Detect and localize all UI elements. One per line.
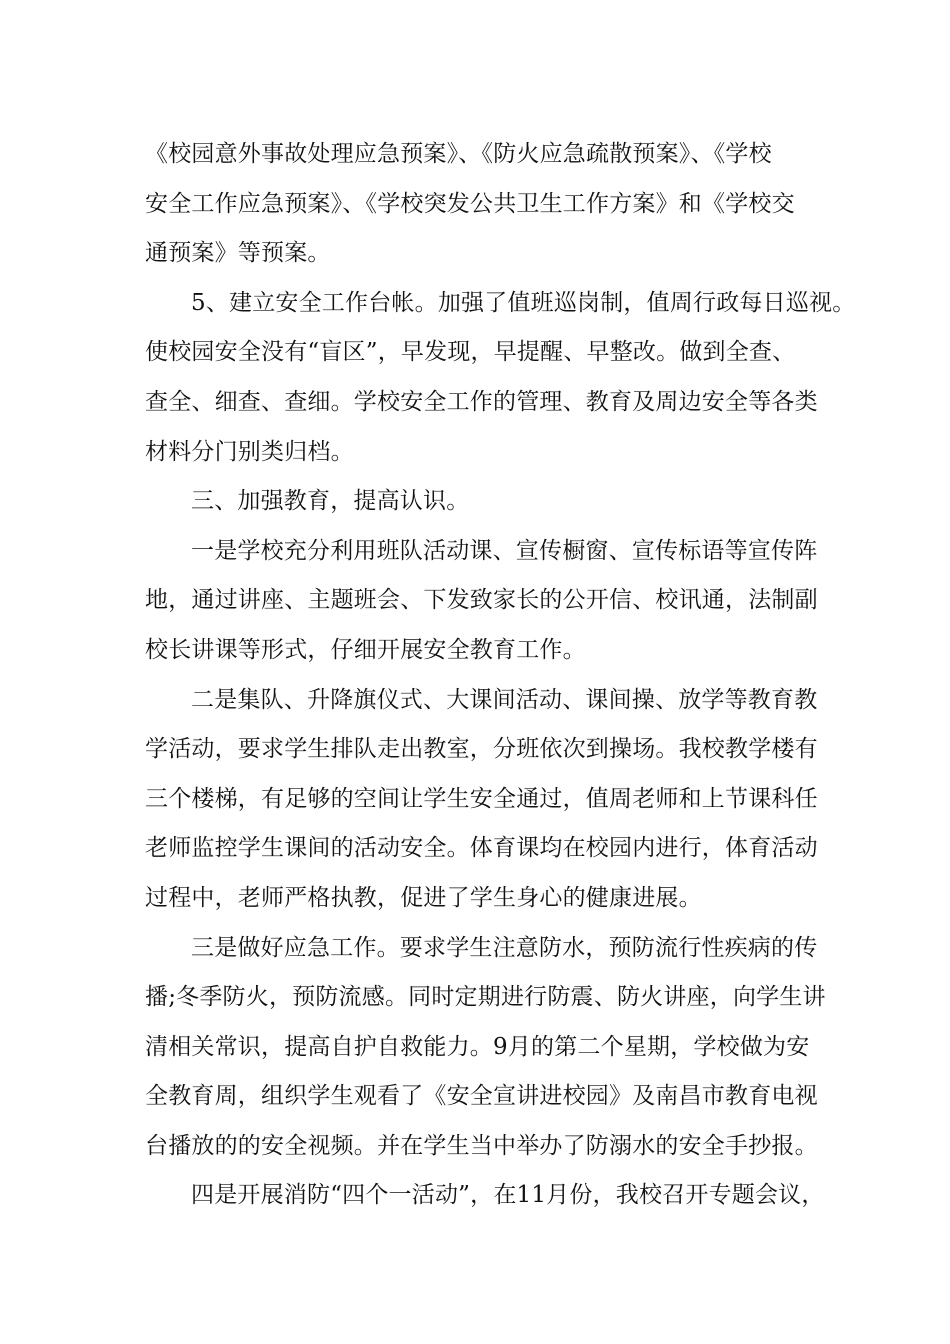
paragraph-line: 三个楼梯，有足够的空间让学生安全通过，值周老师和上节课科任 [145,785,818,812]
paragraph-line: 5、建立安全工作台帐。加强了值班巡岗制，值周行政每日巡视。 [191,289,856,316]
paragraph-line: 过程中，老师严格执教，促进了学生身心的健康进展。 [145,884,702,911]
section-heading: 三、加强教育，提高认识。 [191,488,470,515]
paragraph-line: 安全工作应急预案》、《学校突发公共卫生工作方案》和《学校交 [145,190,795,217]
paragraph-line: 全教育周，组织学生观看了《安全宣讲进校园》及南昌市教育电视 [145,1083,818,1110]
paragraph-line: 老师监控学生课间的活动安全。体育课均在校园内进行，体育活动 [145,835,818,862]
paragraph-line: 播;冬季防火，预防流感。同时定期进行防震、防火讲座，向学生讲 [145,984,826,1011]
paragraph-line: 通预案》等预案。 [145,240,331,267]
paragraph-line: 一是学校充分利用班队活动课、宣传橱窗、宣传标语等宣传阵 [191,537,818,564]
paragraph-line: 学活动，要求学生排队走出教室，分班依次到操场。我校教学楼有 [145,736,818,763]
paragraph-line: 材料分门别类归档。 [145,438,354,465]
paragraph-line: 四是开展消防“四个一活动”，在11月份，我校召开专题会议， [191,1182,825,1209]
paragraph-line: 二是集队、升降旗仪式、大课间活动、课间操、放学等教育教 [191,686,818,713]
paragraph-line: 使校园安全没有“盲区”，早发现，早提醒、早整改。做到全查、 [145,339,796,366]
document-body [145,130,856,1221]
paragraph-line: 地，通过讲座、主题班会、下发致家长的公开信、校讯通，法制副 [145,587,818,614]
paragraph-line: 校长讲课等形式，仔细开展安全教育工作。 [145,636,586,663]
paragraph-line: 查全、细查、查细。学校安全工作的管理、教育及周边安全等各类 [145,388,818,415]
paragraph-line: 《校园意外事故处理应急预案》、《防火应急疏散预案》、《学校 [145,141,772,167]
paragraph-line: 台播放的的安全视频。并在学生当中举办了防溺水的安全手抄报。 [145,1132,818,1159]
paragraph-line: 三是做好应急工作。要求学生注意防水，预防流行性疾病的传 [191,934,818,961]
paragraph-line: 清相关常识，提高自护自救能力。9月的第二个星期，学校做为安 [145,1033,810,1060]
